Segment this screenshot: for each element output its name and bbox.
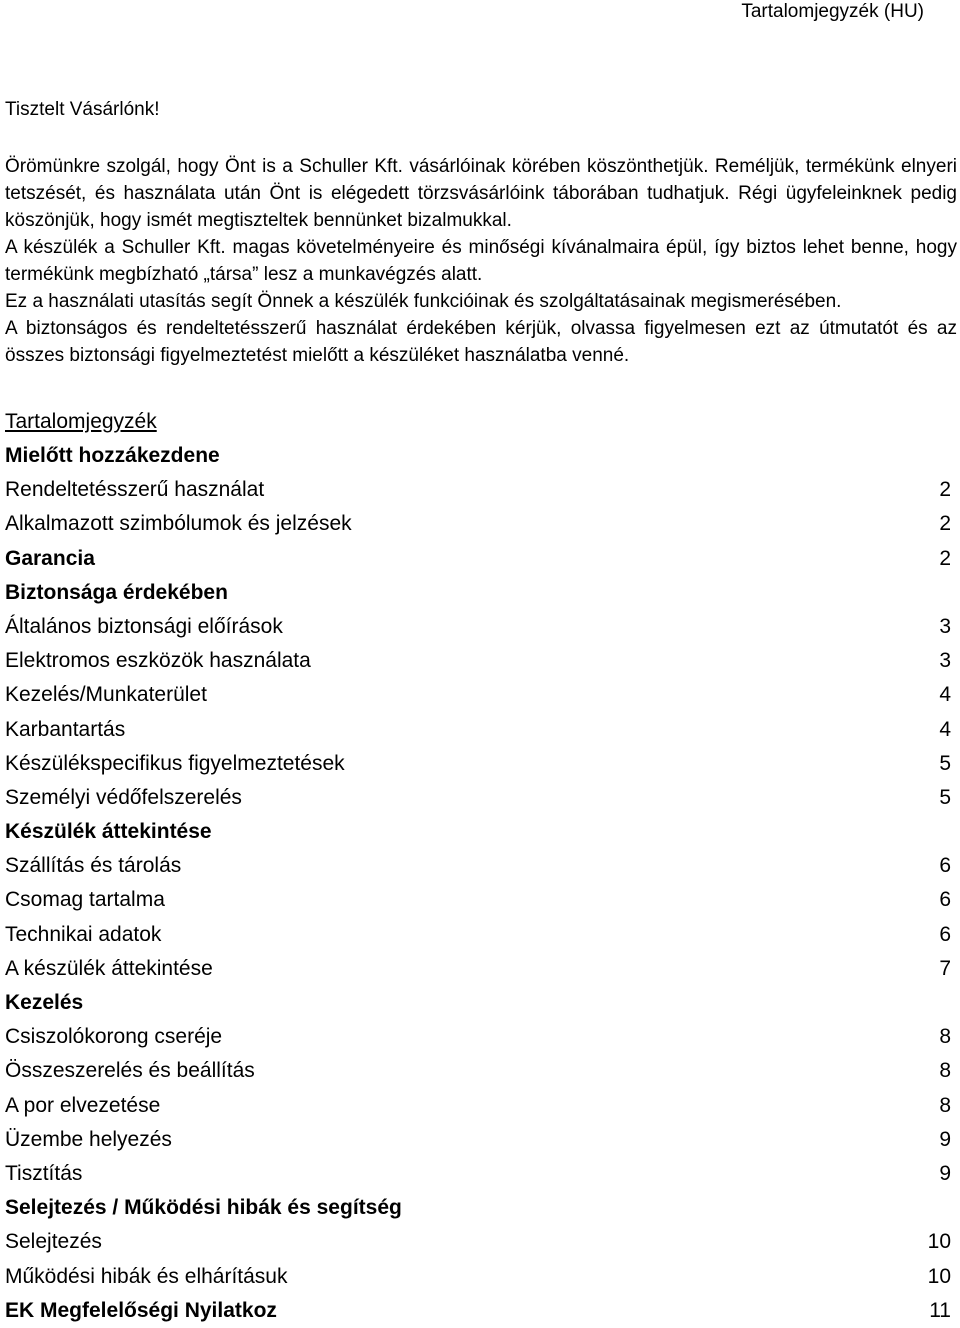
toc-entry-page-number: 8 <box>939 1059 951 1083</box>
toc-section-heading[interactable] <box>5 815 951 849</box>
toc-entry-label: Kezelés <box>5 991 84 1014</box>
table-of-contents <box>5 405 951 1328</box>
toc-entry-label: Alkalmazott szimbólumok és jelzések <box>5 512 352 536</box>
toc-entry-label: Tisztítás <box>5 1161 83 1185</box>
toc-entry-label: Selejtezés <box>5 1230 102 1254</box>
toc-entry-page-number: 3 <box>939 614 951 638</box>
toc-entry[interactable] <box>5 1225 951 1259</box>
toc-entry-label: Csomag tartalma <box>5 888 165 912</box>
toc-entry-page-number: 9 <box>939 1161 951 1185</box>
toc-entry[interactable] <box>5 918 951 952</box>
toc-entry-page-number: 4 <box>939 683 951 707</box>
toc-section-heading[interactable] <box>5 1191 951 1225</box>
toc-entry-page-number: 10 <box>927 1230 951 1254</box>
toc-entry-page-number: 6 <box>939 888 951 912</box>
page-header-title: Tartalomjegyzék (HU) <box>741 1 924 22</box>
toc-entry-label: Selejtezés / Működési hibák és segítség <box>5 1196 402 1220</box>
toc-section-heading[interactable] <box>5 542 951 576</box>
toc-entry-label: Összeszerelés és beállítás <box>5 1059 255 1083</box>
toc-entry-page-number: 10 <box>927 1264 951 1288</box>
toc-entry-label: Készülékspecifikus figyelmeztetések <box>5 751 345 775</box>
toc-entry[interactable] <box>5 644 951 678</box>
toc-entry-label: Általános biztonsági előírások <box>5 614 283 638</box>
toc-entry[interactable] <box>5 1260 951 1294</box>
toc-entry-label: Rendeltetésszerű használat <box>5 478 265 502</box>
toc-entry-page-number: 4 <box>939 717 951 741</box>
toc-entry-label: Üzembe helyezés <box>5 1127 172 1151</box>
toc-entry-page-number: 8 <box>939 1025 951 1049</box>
toc-list <box>5 439 951 1328</box>
toc-entry-page-number: 5 <box>939 785 951 809</box>
toc-entry[interactable] <box>5 713 951 747</box>
toc-entry-page-number: 7 <box>939 956 951 980</box>
toc-section-heading[interactable] <box>5 439 951 473</box>
toc-entry[interactable] <box>5 473 951 507</box>
toc-entry-label: Készülék áttekintése <box>5 820 212 844</box>
toc-entry[interactable] <box>5 1157 951 1191</box>
toc-entry-label: Csiszolókorong cseréje <box>5 1025 223 1049</box>
intro-paragraph: A készülék a Schuller Kft. magas követelményeire és minőségi kívánalmaira épül, így biztos lehet benne, hogy termékünk megbízható „társa” lesz a munkavégzés alatt. <box>5 237 957 285</box>
toc-entry[interactable] <box>5 849 951 883</box>
toc-entry-label: Technikai adatok <box>5 922 162 946</box>
toc-entry[interactable] <box>5 952 951 986</box>
toc-entry[interactable] <box>5 1054 951 1088</box>
toc-entry-page-number: 6 <box>939 922 951 946</box>
intro-text <box>5 153 957 369</box>
toc-entry-label: Biztonsága érdekében <box>5 580 228 604</box>
toc-entry-page-number: 2 <box>939 546 951 570</box>
toc-entry-page-number: 2 <box>939 512 951 536</box>
toc-entry[interactable] <box>5 781 951 815</box>
toc-entry-page-number: 2 <box>939 478 951 502</box>
toc-entry-page-number: 6 <box>939 854 951 878</box>
toc-entry-label: Mielőtt hozzákezdene <box>5 444 220 467</box>
toc-entry-label: Személyi védőfelszerelés <box>5 785 242 809</box>
toc-entry[interactable] <box>5 610 951 644</box>
toc-entry[interactable] <box>5 1089 951 1123</box>
intro-paragraph: Ez a használati utasítás segít Önnek a készülék funkcióinak és szolgáltatásainak megismerésében. <box>5 291 842 312</box>
toc-entry[interactable] <box>5 678 951 712</box>
toc-entry-label: Működési hibák és elhárításuk <box>5 1264 288 1288</box>
toc-entry-label: Kezelés/Munkaterület <box>5 683 207 707</box>
toc-entry-label: A por elvezetése <box>5 1093 161 1117</box>
toc-entry[interactable] <box>5 1123 951 1157</box>
intro-paragraph: Örömünkre szolgál, hogy Önt is a Schuller Kft. vásárlóinak körében köszönthetjük. Reméljük, termékünk elnyeri tetszését, és használata után Önt is elégedett törzsvásárlóink táborában tudhatjuk. Régi ügyfeleinknek pedig köszönjük, hogy ismét megtiszteltek bennünket bizalmukkal. <box>5 156 957 231</box>
toc-entry[interactable] <box>5 1020 951 1054</box>
toc-section-heading[interactable] <box>5 986 951 1020</box>
toc-entry-page-number: 9 <box>939 1127 951 1151</box>
toc-section-heading[interactable] <box>5 1294 951 1328</box>
toc-entry-label: EK Megfelelőségi Nyilatkoz <box>5 1298 277 1322</box>
toc-section-heading[interactable] <box>5 576 951 610</box>
toc-entry-label: A készülék áttekintése <box>5 956 213 980</box>
toc-entry-label: Karbantartás <box>5 717 126 741</box>
toc-entry-page-number: 8 <box>939 1093 951 1117</box>
toc-entry[interactable] <box>5 747 951 781</box>
toc-entry[interactable] <box>5 883 951 917</box>
toc-entry[interactable] <box>5 507 951 541</box>
toc-entry-page-number: 3 <box>939 649 951 673</box>
toc-entry-page-number: 5 <box>939 751 951 775</box>
toc-entry-label: Elektromos eszközök használata <box>5 649 311 673</box>
intro-paragraph: A biztonságos és rendeltetésszerű használat érdekében kérjük, olvassa figyelmesen ezt az útmutatót és az összes biztonsági figyelmeztetést mielőtt a készüléket használatba venné. <box>5 318 957 366</box>
toc-heading: Tartalomjegyzék <box>5 410 157 433</box>
toc-entry-label: Szállítás és tárolás <box>5 854 182 878</box>
toc-entry-page-number: 11 <box>929 1298 951 1322</box>
toc-entry-label: Garancia <box>5 546 95 570</box>
greeting: Tisztelt Vásárlónk! <box>5 99 160 120</box>
